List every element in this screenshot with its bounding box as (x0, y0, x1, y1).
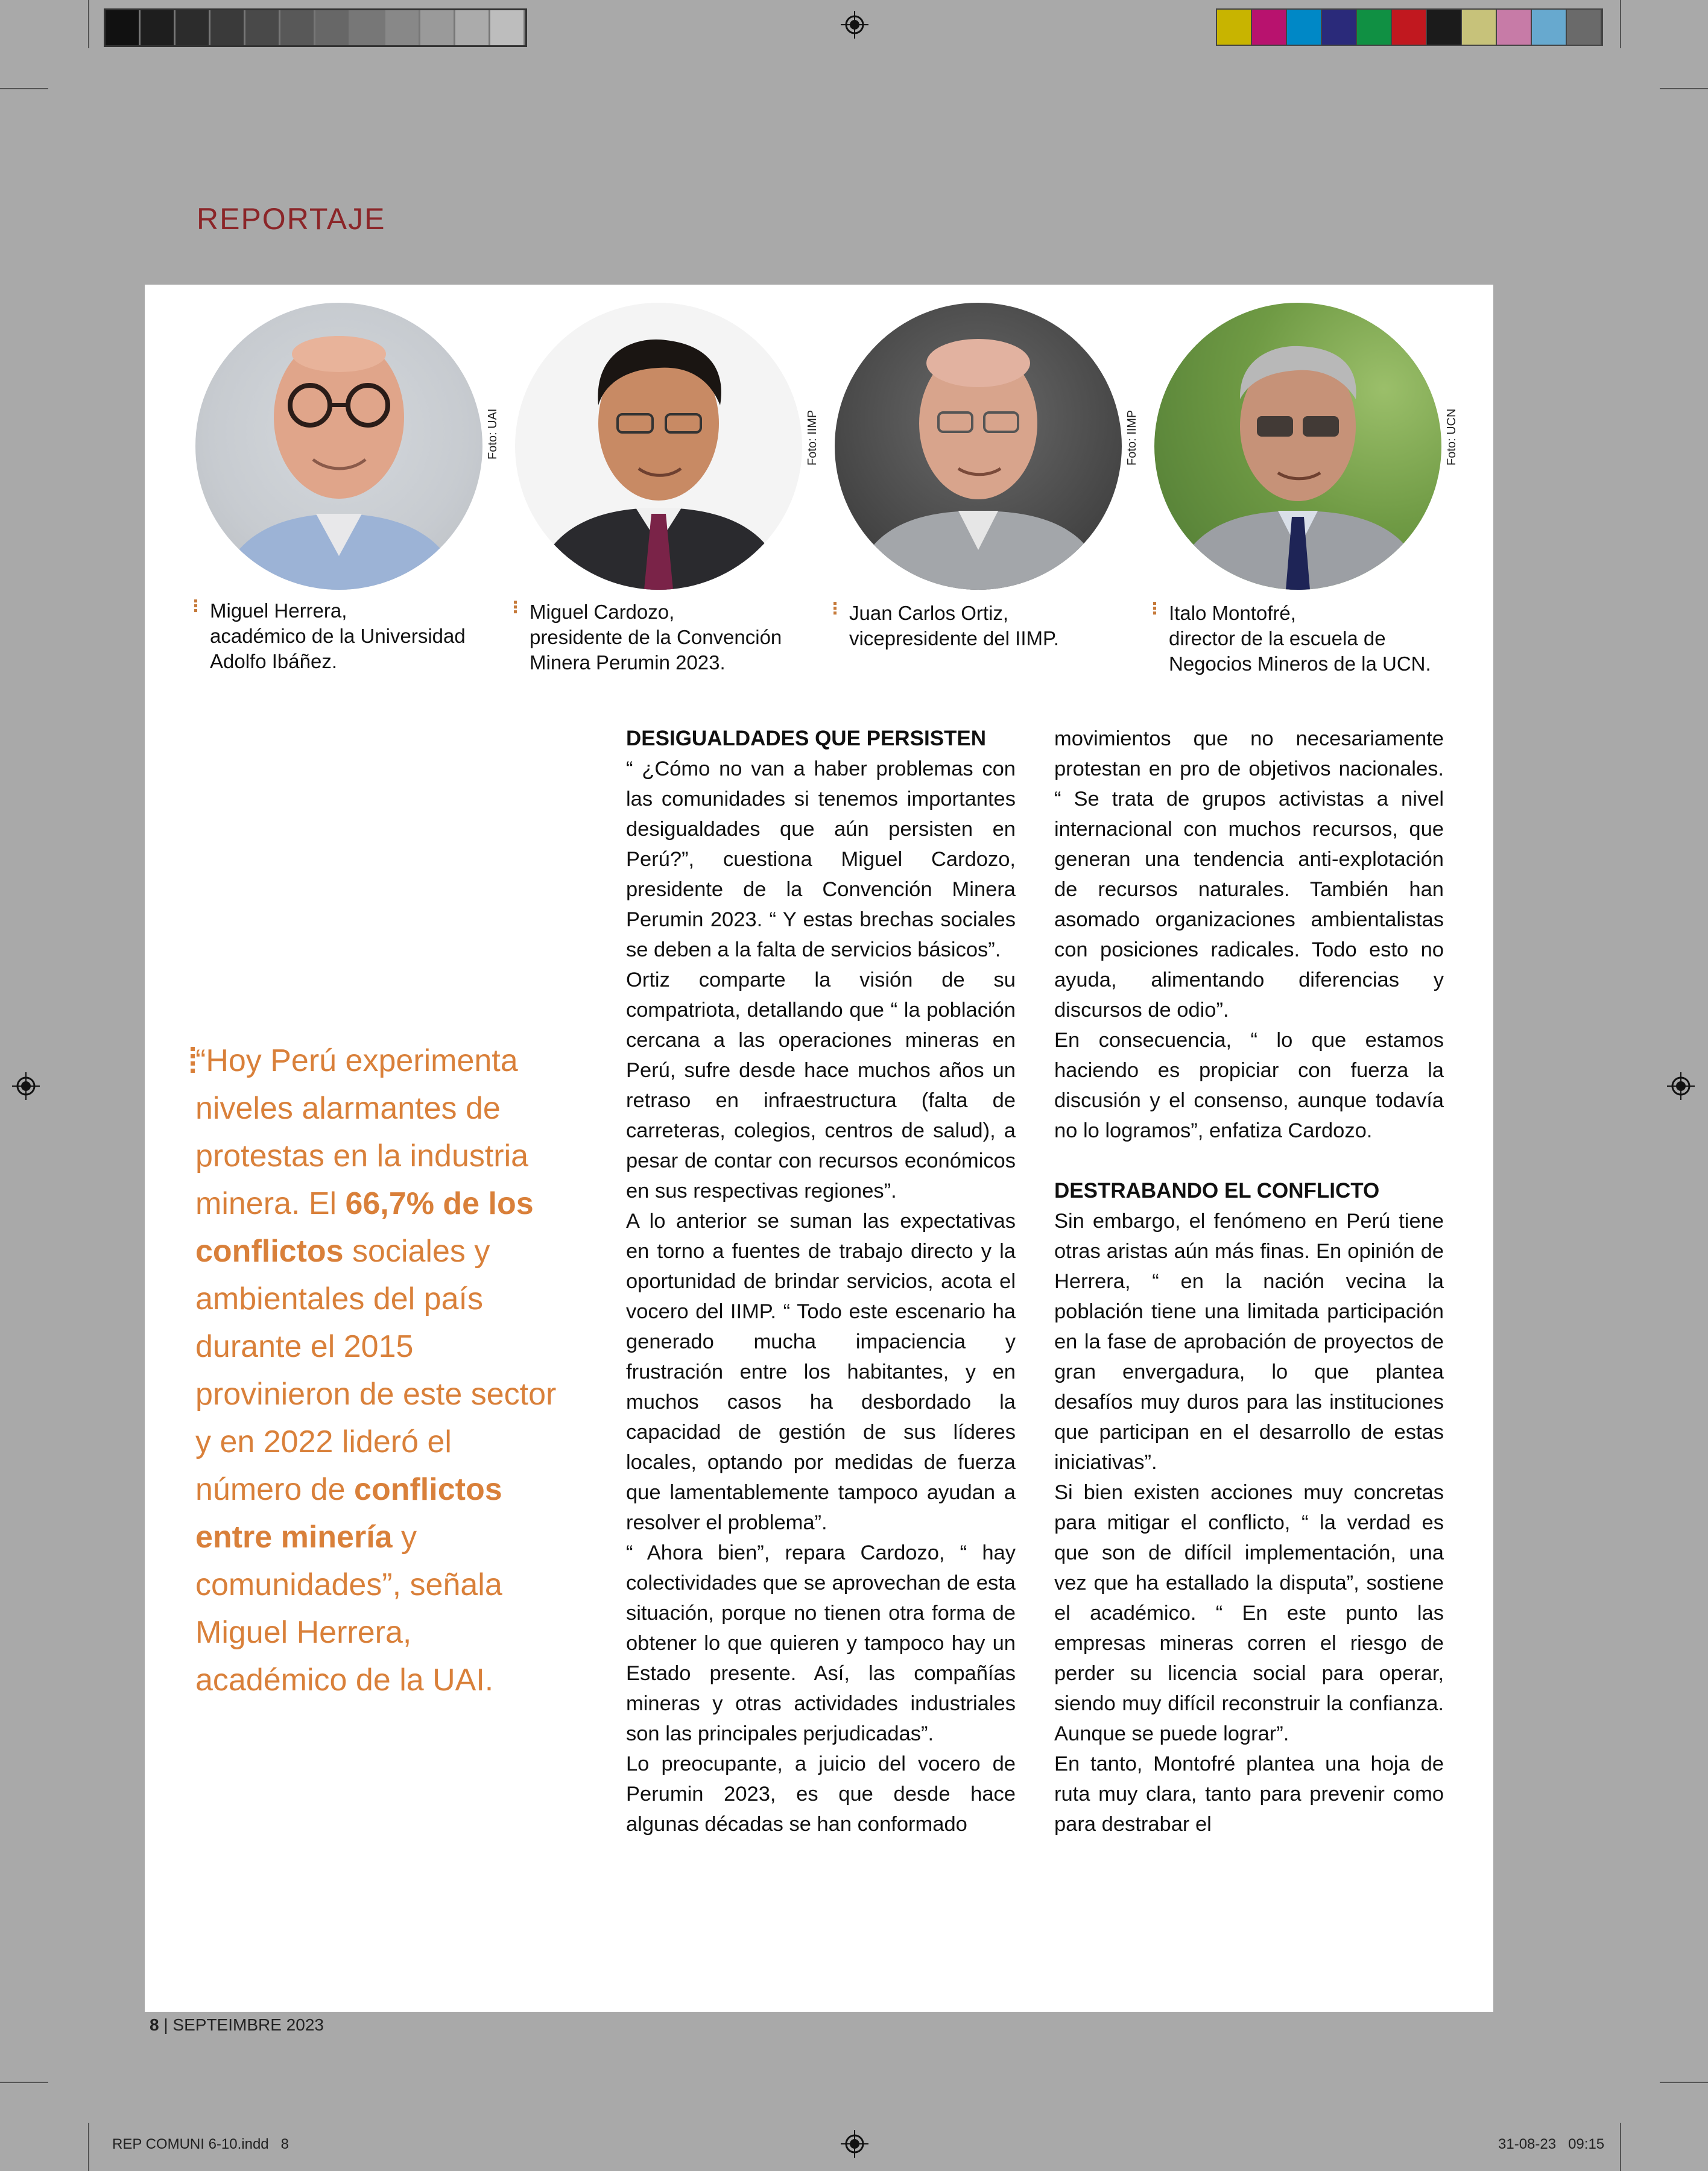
paragraph: A lo anterior se suman las expectativas en torno a fuentes de trabajo directo y la oportunidad de brindar servicios, acota el vocero del IIMP. “ Todo este escenario ha generado mucha impaciencia y frustración entre los habitantes, y en muchos casos ha desbordado la capacidad de gestión de sus líderes locales, optando por medidas de fuerza que lamentablemente tampoco ayudan a resolver el problema”. (626, 1210, 1016, 1534)
paragraph: Si bien existen acciones muy concretas para mitigar el conflicto, “ la verdad es que son de difícil implementación, una vez que ha estallado la disputa”, sostiene el académico. “ En este punto las empresas mineras corren el riesgo de perder su licencia social para operar, siendo muy difícil reconstruir la confianza. Aunque se puede lograr”. (1054, 1481, 1444, 1745)
paragraph: Ortiz comparte la visión de su compatriota, detallando que “ la población cercana a las operaciones mineras en Perú, sufre desde hace muchos años un retraso en infraestructura (falta de carreteras, colegios, centros de salud), a pesar de contar con recursos económicos en sus respectivas regiones”. (626, 969, 1016, 1202)
gray-swatch (490, 10, 525, 45)
pullquote-bullet-icon (191, 1047, 195, 1076)
page-footer (150, 2015, 324, 2035)
file-slug: REP COMUNI 6-10.indd 8 (112, 2136, 289, 2152)
issue-date: SEPTEIMBRE 2023 (172, 2015, 324, 2034)
page-number: 8 (150, 2015, 159, 2034)
portrait-photo-montofre (1154, 303, 1441, 590)
process-color-bar (1216, 8, 1603, 46)
gray-swatch (350, 10, 385, 45)
crop-mark (1620, 0, 1621, 48)
crop-mark (0, 2082, 48, 2083)
color-swatch (1252, 10, 1287, 45)
gray-swatch (176, 10, 210, 45)
grayscale-color-bar (104, 8, 527, 47)
bullet-icon (514, 599, 526, 615)
paragraph: movimientos que no necesariamente protestan en pro de objetivos nacionales. “ Se trata de grupos activistas a nivel internacional con muchos recursos, que generan una tendencia anti-explotación de recursos naturales. También han asomado organizaciones ambientalistas con posiciones radicales. Todo esto no ayuda, alimentando diferencias y discursos de odio”. (1054, 727, 1444, 1022)
article-column-2 (1054, 724, 1444, 1839)
portrait-photo-cardozo (515, 303, 802, 590)
pull-quote: “Hoy Perú experimenta niveles alarmantes de protestas en la industria minera. El 66,7% de los conflictos sociales y ambientales del país durante el 2015 provinieron de este sector y en 2022 lideró el número de conflictos entre minería y comunidades”, señala Miguel Herrera, académico de la UAI. (195, 1043, 557, 1698)
crop-mark (1620, 2123, 1621, 2171)
color-swatch (1287, 10, 1322, 45)
portrait-caption: Juan Carlos Ortiz, vicepresidente del IIMP. (833, 601, 1059, 651)
crop-mark (1660, 2082, 1708, 2083)
crop-mark (88, 2123, 89, 2171)
color-swatch (1567, 10, 1602, 45)
paragraph: En consecuencia, “ lo que estamos haciendo es propiciar con fuerza la discusión y el consenso, aunque todavía no lo logramos”, enfatiza Cardozo. (1054, 1029, 1444, 1142)
print-timestamp: 31-08-23 09:15 (1498, 2136, 1605, 2152)
color-swatch (1532, 10, 1567, 45)
portrait-caption: Miguel Cardozo, presidente de la Convención Minera Perumin 2023. (514, 599, 782, 675)
section-title: REPORTAJE (197, 202, 386, 236)
registration-mark-icon (1667, 1072, 1695, 1100)
paragraph: Lo preocupante, a juicio del vocero de Perumin 2023, es que desde hace algunas décadas se han conformado (626, 1752, 1016, 1836)
bullet-icon (1153, 601, 1165, 616)
paragraph: En tanto, Montofré plantea una hoja de ruta muy clara, tanto para prevenir como para destrabar el (1054, 1752, 1444, 1836)
gray-swatch (385, 10, 420, 45)
subheading: DESIGUALDADES QUE PERSISTEN (626, 727, 987, 750)
paragraph: Sin embargo, el fenómeno en Perú tiene otras aristas aún más finas. En opinión de Herrera, “ en la nación vecina la población tiene una limitada participación en la fase de aprobación de proyectos de gran envergadura, lo que plantea desafíos muy duros para las instituciones que participan en el desarrollo de estas iniciativas”. (1054, 1210, 1444, 1474)
paragraph: “ Ahora bien”, repara Cardozo, “ hay colectividades que se aprovechan de esta situación, porque no tienen otra forma de obtener lo que quieren y tampoco hay un Estado presente. Así, las compañías mineras y otras actividades industriales son las principales perjudicadas”. (626, 1541, 1016, 1745)
footer-separator: | (163, 2015, 168, 2034)
bullet-icon (833, 601, 846, 616)
gray-swatch (210, 10, 245, 45)
portrait-photo-ortiz (835, 303, 1122, 590)
registration-mark-icon (841, 11, 868, 39)
subheading: DESTRABANDO EL CONFLICTO (1054, 1179, 1380, 1202)
bullet-icon (194, 598, 206, 614)
portrait-caption: Miguel Herrera, académico de la Universidad Adolfo Ibáñez. (194, 598, 466, 674)
color-swatch (1462, 10, 1497, 45)
gray-swatch (245, 10, 280, 45)
registration-mark-icon (12, 1072, 40, 1100)
color-swatch (1427, 10, 1462, 45)
color-swatch (1392, 10, 1427, 45)
portrait-photo-herrera (195, 303, 482, 590)
photo-credit: Foto: IIMP (1125, 409, 1139, 466)
gray-swatch (141, 10, 176, 45)
color-swatch (1357, 10, 1392, 45)
photo-credit: Foto: IIMP (806, 409, 819, 466)
portrait-caption: Italo Montofré, director de la escuela de Negocios Mineros de la UCN. (1153, 601, 1431, 677)
crop-mark (1660, 88, 1708, 89)
crop-mark (0, 88, 48, 89)
crop-mark (88, 0, 89, 48)
color-swatch (1322, 10, 1357, 45)
gray-swatch (455, 10, 490, 45)
photo-credit: Foto: UAI (486, 408, 499, 460)
paragraph: “ ¿Cómo no van a haber problemas con las comunidades si tenemos importantes desigualdades que aún persisten en Perú?”, cuestiona Miguel Cardozo, presidente de la Convención Minera Perumin 2023. “ Y estas brechas sociales se deben a la falta de servicios básicos”. (626, 757, 1016, 961)
gray-swatch (315, 10, 350, 45)
gray-swatch (106, 10, 141, 45)
photo-credit: Foto: UCN (1445, 408, 1458, 466)
color-swatch (1217, 10, 1252, 45)
gray-swatch (420, 10, 455, 45)
gray-swatch (280, 10, 315, 45)
article-column-1 (626, 724, 1016, 1839)
color-swatch (1497, 10, 1532, 45)
registration-mark-icon (841, 2130, 868, 2158)
